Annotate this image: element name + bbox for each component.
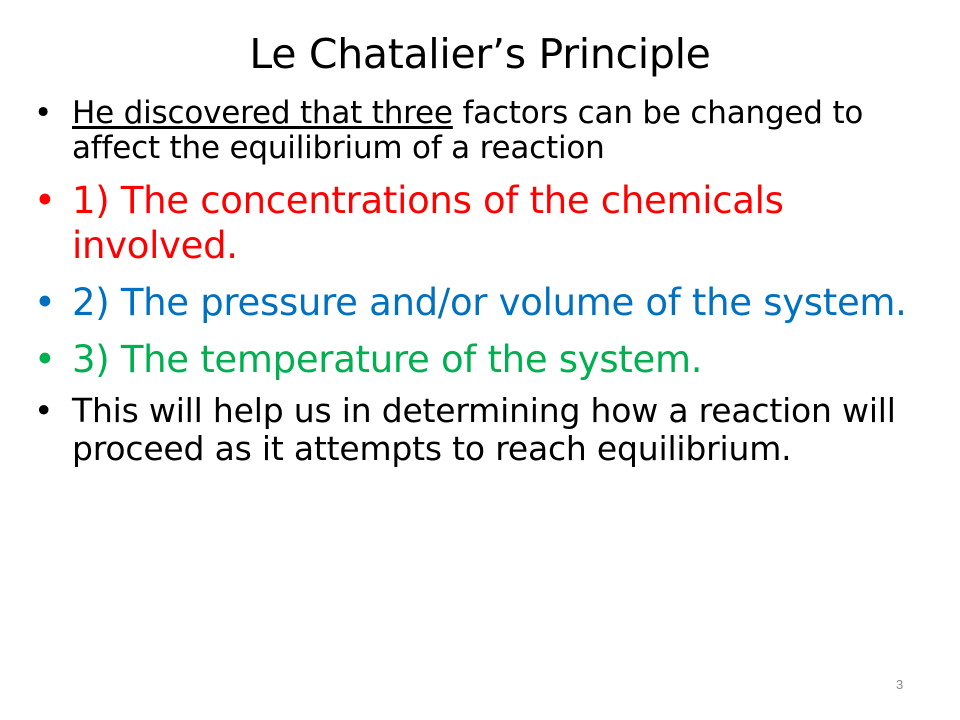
bullet-item-concentrations [34,178,914,268]
bullet-rest-text: factors can be changed to affect the equilibrium of a reaction [72,95,864,166]
bullet-dot-icon: • [34,338,56,381]
bullet-item-temperature [34,337,914,382]
slide-title: Le Chatalier’s Principle [249,30,711,78]
bullet-underlined-text: He discovered that three [72,95,453,131]
slide-number: 3 [896,677,904,692]
bullet-item-discovery [34,96,914,166]
bullet-text: This will help us in determining how a reaction will proceed as it attempts to reach equilibrium. [72,391,896,468]
bullet-text: 1) The concentrations of the chemicals involved. [72,179,784,267]
bullet-text: 3) The temperature of the system. [72,338,703,381]
bullet-dot-icon: • [34,95,53,131]
bullet-text [72,96,914,166]
bullet-item-summary [34,392,914,468]
bullet-dot-icon: • [34,179,56,222]
bullet-text: 2) The pressure and/or volume of the system. [72,281,907,324]
bullet-item-pressure [34,280,914,325]
bullet-dot-icon: • [34,391,54,430]
bullet-dot-icon: • [34,281,56,324]
bullet-list [34,96,914,468]
